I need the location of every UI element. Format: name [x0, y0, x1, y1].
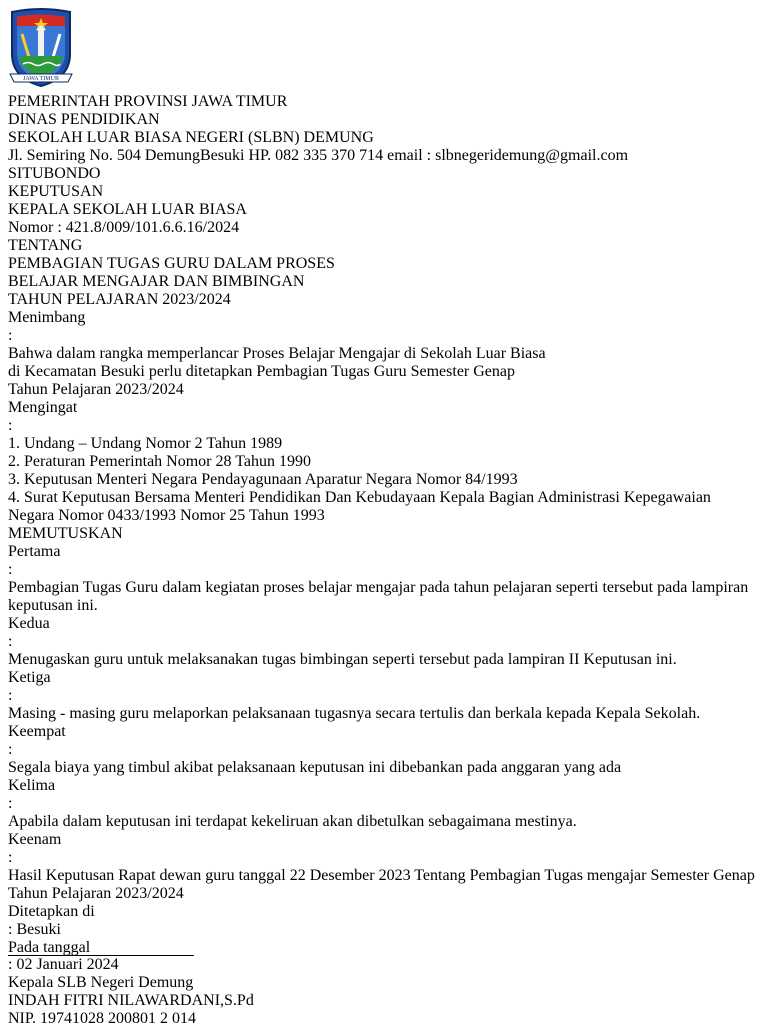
decision-text-pertama: [8, 579, 760, 615]
tanggal-label: Pada tanggal: [8, 939, 91, 956]
signer-nip: NIP. 19741028 200801 2 014: [8, 1010, 197, 1027]
list-text: Peraturan Pemerintah Nomor 28 Tahun 1990: [24, 453, 311, 470]
menimbang-label: Menimbang: [8, 309, 86, 326]
decision-label-pertama: Pertama: [8, 543, 61, 560]
ditetapkan-value: : Besuki: [8, 921, 61, 938]
list-text: Undang – Undang Nomor 2 Tahun 1989: [24, 435, 283, 452]
decision-colon: :: [8, 561, 13, 578]
letterhead-city: SITUBONDO: [8, 165, 101, 182]
menimbang-text: [8, 345, 554, 399]
memutuskan-heading: MEMUTUSKAN: [8, 525, 123, 542]
province-emblem-logo: [8, 8, 760, 93]
list-text: Keputusan Menteri Negara Pendayagunaan Aparatur Negara Nomor 84/1993: [24, 471, 518, 488]
list-text-line-2: Administrasi Kepegawaian Negara Nomor 0433/1993 Nomor 25 Tahun 1993: [8, 489, 711, 524]
decision-line: seperti tersebut pada lampiran keputusan ini.: [8, 579, 749, 614]
menimbang-line-3: Pelajaran 2023/2024: [51, 381, 184, 398]
list-number: 4.: [8, 489, 20, 506]
decision-label-ketiga: Ketiga: [8, 669, 51, 686]
decree-issuer: KEPALA SEKOLAH LUAR BIASA: [8, 201, 247, 218]
decision-line: Keputusan ini.: [583, 651, 677, 668]
tentang-heading: TENTANG: [8, 237, 83, 254]
letterhead-school-name: SEKOLAH LUAR BIASA NEGERI (SLBN) DEMUNG: [8, 129, 374, 146]
decision-colon: :: [8, 741, 13, 758]
logo-text: JAWA TIMUR: [23, 76, 59, 82]
list-item: [8, 435, 760, 453]
menimbang-colon: :: [8, 327, 13, 344]
menimbang-line-2: Kecamatan Besuki perlu ditetapkan Pembagian Tugas Guru Semester Genap Tahun: [8, 363, 515, 398]
list-number: 1.: [8, 435, 20, 452]
decision-line: mengajar Semester Genap Tahun Pelajaran 2023/2024: [8, 867, 755, 902]
letterhead-government: PEMERINTAH PROVINSI JAWA TIMUR: [8, 93, 288, 110]
tanggal-row: [8, 939, 194, 956]
list-number: 3.: [8, 471, 20, 488]
menimbang-line-1: Bahwa dalam rangka memperlancar Proses Belajar Mengajar di Sekolah Luar Biasa di: [8, 345, 546, 380]
decision-label-kedua: Kedua: [8, 615, 50, 632]
signer-position: Kepala SLB Negeri Demung: [8, 974, 194, 991]
ditetapkan-label: Ditetapkan di: [8, 903, 95, 920]
list-number: 2.: [8, 453, 20, 470]
list-item: [8, 489, 760, 525]
decision-colon: :: [8, 633, 13, 650]
decision-text-ketiga: [8, 705, 760, 723]
mengingat-label: Mengingat: [8, 399, 78, 416]
decision-label-kelima: Kelima: [8, 777, 56, 794]
tanggal-value: : 02 Januari 2024: [8, 956, 119, 973]
letterhead-address: [8, 147, 760, 165]
subject-line-3: TAHUN PELAJARAN 2023/2024: [8, 291, 231, 308]
list-text-line-1: Surat Keputusan Bersama Menteri Pendidikan Dan Kebudayaan Kepala Bagian: [24, 489, 535, 506]
east-java-province-emblem-icon: [8, 8, 74, 88]
decision-line: Pembagian Tugas Guru dalam kegiatan proses belajar mengajar pada tahun pelajaran: [8, 579, 552, 596]
signer-name: INDAH FITRI NILAWARDANI,S.Pd: [8, 992, 254, 1009]
decision-colon: :: [8, 687, 13, 704]
decision-line: Hasil Keputusan Rapat dewan guru tanggal 22 Desember 2023 Tentang Pembagian Tugas: [8, 867, 583, 884]
decision-colon: :: [8, 849, 13, 866]
decision-line: Menugaskan guru untuk melaksanakan tugas bimbingan seperti tersebut pada lampiran II: [8, 651, 580, 668]
decision-text-kedua: [8, 651, 760, 669]
mengingat-colon: :: [8, 417, 13, 434]
decision-label-keempat: Keempat: [8, 723, 66, 740]
decision-line: Apabila dalam keputusan ini terdapat kekeliruan akan dibetulkan sebagaimana mestinya.: [8, 813, 577, 830]
decision-text-keenam: [8, 867, 760, 903]
decree-number: Nomor : 421.8/009/101.6.6.16/2024: [8, 219, 240, 236]
subject-line-2: BELAJAR MENGAJAR DAN BIMBINGAN: [8, 273, 305, 290]
decision-line: Segala biaya yang timbul akibat pelaksanaan keputusan ini dibebankan pada anggaran: [8, 759, 560, 776]
list-item: [8, 453, 760, 471]
address-text: Jl. Semiring No. 504 DemungBesuki HP. 082 335 370 714 email :: [8, 147, 436, 164]
decree-title: KEPUTUSAN: [8, 183, 104, 200]
letterhead-department: DINAS PENDIDIKAN: [8, 111, 160, 128]
decision-label-keenam: Keenam: [8, 831, 62, 848]
decision-line: Masing - masing guru melaporkan pelaksanaan tugasnya secara tertulis dan berkala: [8, 705, 543, 722]
email-link[interactable]: slbnegeridemung@gmail.com: [435, 147, 629, 164]
list-item: [8, 471, 760, 489]
decision-text-kelima: [8, 813, 760, 831]
decision-colon: :: [8, 795, 13, 812]
decision-line: kepada Kepala Sekolah.: [546, 705, 701, 722]
decision-text-keempat: [8, 759, 760, 777]
decision-line: yang ada: [563, 759, 622, 776]
mengingat-list: [8, 435, 760, 525]
list-text: [8, 489, 711, 524]
subject-line-1: PEMBAGIAN TUGAS GURU DALAM PROSES: [8, 255, 335, 272]
